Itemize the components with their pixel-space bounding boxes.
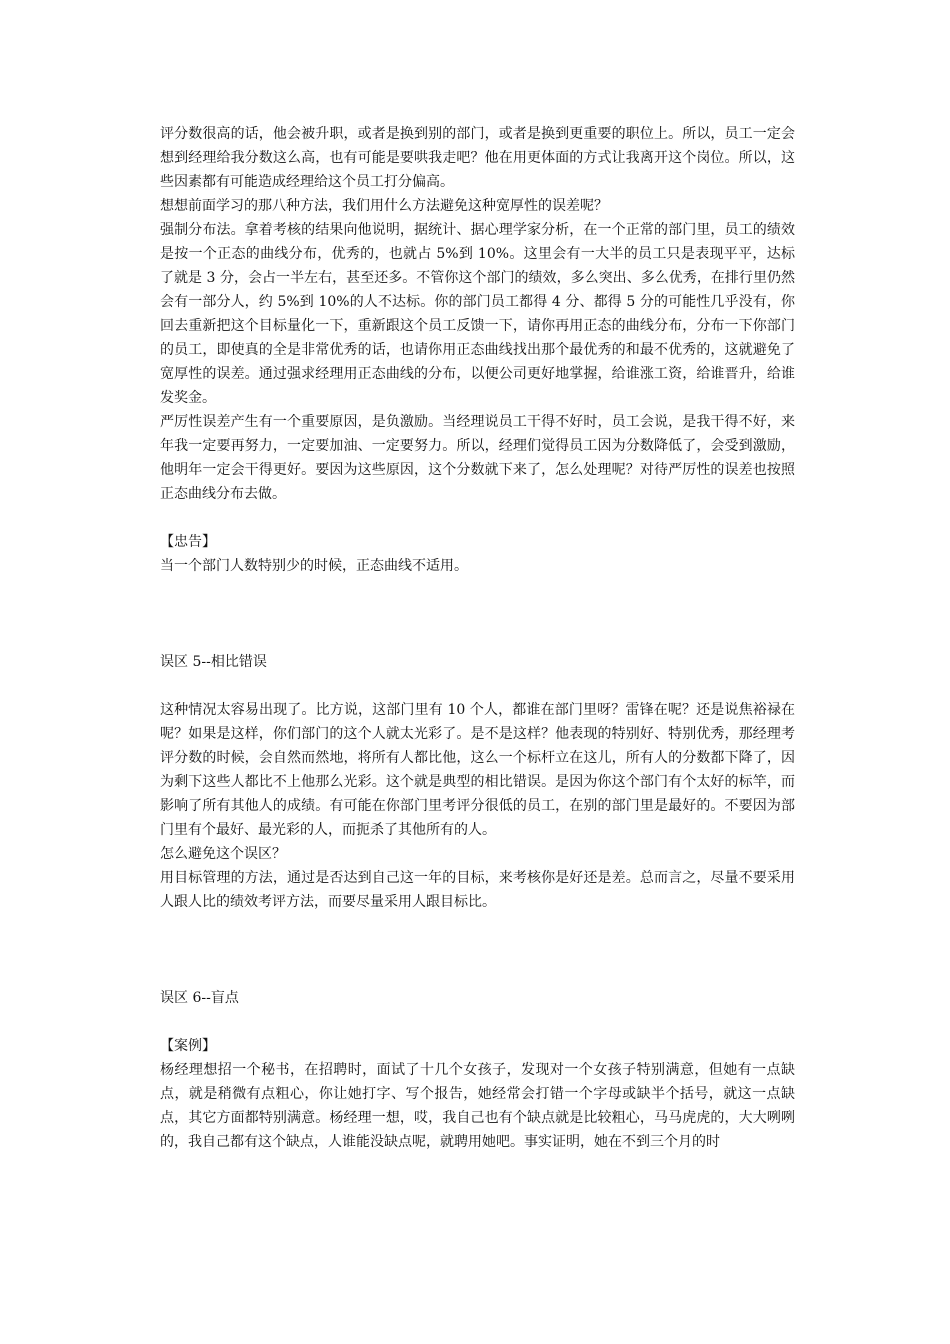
paragraph-goal-management: 用目标管理的方法，通过是否达到自己这一年的目标，来考核你是好还是差。总而言之，尽量不要采用人跟人比的绩效考评方法，而要尽量采用人跟目标比。 xyxy=(160,870,795,910)
case-label: 【案例】 xyxy=(160,1038,216,1054)
paragraph-avoid-question: 怎么避免这个误区？ xyxy=(160,846,286,862)
spacer xyxy=(160,506,795,530)
spacer xyxy=(160,914,795,986)
spacer xyxy=(160,578,795,650)
paragraph-lenient-error-end: 评分数很高的话，他会被升职，或者是换到别的部门，或者是换到更重要的职位上。所以，员工一定会想到经理给我分数这么高，也有可能是要哄我走吧？他在用更体面的方式让我离开这个岗位。所以，这些因素都有可能造成经理给这个员工打分偏高。 xyxy=(160,126,795,190)
paragraph-forced-distribution: 强制分布法。拿着考核的结果向他说明，据统计、据心理学家分析，在一个正常的部门里，员工的绩效是按一个正态的曲线分布，优秀的，也就占 5%到 10%。这里会有一大半的员工只是表现平平，达标了就是 3 分，会占一半左右，甚至还多。不管你这个部门的绩效，多么突出、多么优秀，在排行里仍然会有一部分人，约 5%到 10%的人不达标。你的部门员工都得 4 分、都得 5 分的可能性几乎没有，你回去重新把这个目标量化一下，重新跟这个员工反馈一下，请你再用正态的曲线分布，分布一下你部门的员工，即使真的全是非常优秀的话，也请你用正态曲线找出那个最优秀的和最不优秀的，这就避免了宽厚性的误差。通过强求经理用正态曲线的分布，以便公司更好地掌握，给谁涨工资，给谁晋升，给谁发奖金。 xyxy=(160,222,795,406)
spacer xyxy=(160,1010,795,1034)
paragraph-advice: 当一个部门人数特别少的时候，正态曲线不适用。 xyxy=(160,558,468,574)
section-heading-blind-spot: 误区 6--盲点 xyxy=(160,990,239,1006)
section-heading-comparison-error: 误区 5--相比错误 xyxy=(160,654,267,670)
paragraph-case-story: 杨经理想招一个秘书，在招聘时，面试了十几个女孩子，发现对一个女孩子特别满意，但她有一点缺点，就是稍微有点粗心，你让她打字、写个报告，她经常会打错一个字母或缺半个括号，就这一点缺点，其它方面都特别满意。杨经理一想，哎，我自己也有个缺点就是比较粗心，马马虎虎的，大大咧咧的，我自己都有这个缺点，人谁能没缺点呢，就聘用她吧。事实证明，她在不到三个月的时 xyxy=(160,1062,795,1150)
paragraph-severity-error: 严厉性误差产生有一个重要原因，是负激励。当经理说员工干得不好时，员工会说，是我干得不好，来年我一定要再努力，一定要加油、一定要努力。所以，经理们觉得员工因为分数降低了，会受到激励，他明年一定会干得更好。要因为这些原因，这个分数就下来了，怎么处理呢？对待严厉性的误差也按照正态曲线分布去做。 xyxy=(160,414,795,502)
spacer xyxy=(160,674,795,698)
document-page xyxy=(160,122,795,1154)
paragraph-comparison-example: 这种情况太容易出现了。比方说，这部门里有 10 个人，都谁在部门里呀？雷锋在呢？还是说焦裕禄在呢？如果是这样，你们部门的这个人就太光彩了。是不是这样？他表现的特别好、特别优秀，那经理考评分数的时候，会自然而然地，将所有人都比他，这么一个标杆立在这儿，所有人的分数都下降了，因为剩下这些人都比不上他那么光彩。这个就是典型的相比错误。是因为你这个部门有个太好的标竿，而影响了所有其他人的成绩。有可能在你部门里考评分很低的员工，在别的部门里是最好的。不要因为部门里有个最好、最光彩的人，而扼杀了其他所有的人。 xyxy=(160,702,795,838)
advice-label: 【忠告】 xyxy=(160,534,216,550)
paragraph-question: 想想前面学习的那八种方法，我们用什么方法避免这种宽厚性的误差呢？ xyxy=(160,198,608,214)
